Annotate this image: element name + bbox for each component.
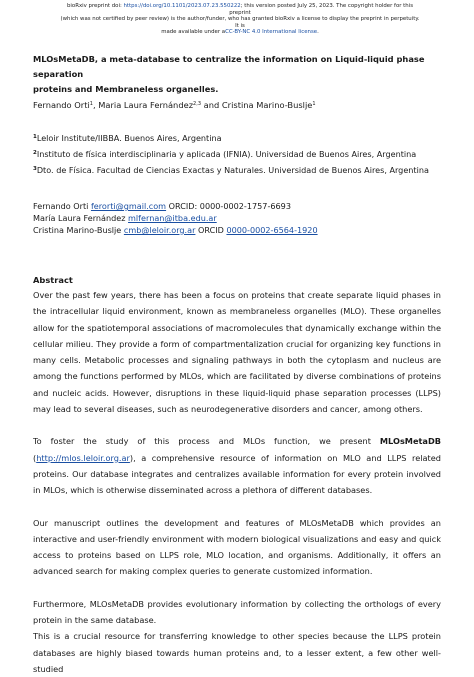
contact-list bbox=[33, 200, 441, 236]
abstract-paragraph-5: This is a crucial resource for transferring knowledge to other species because the LLPS protein databases are highly biased towards human proteins and, to a lesser extent, a few other well-studied bbox=[33, 631, 441, 674]
abstract-paragraph-1: Over the past few years, there has been a focus on proteins that create separate liquid phases in the intracellular liquid environment, known as membraneless organelles (MLO). These organelles allow for the spatiotemporal associations of macromolecules that dynamically exchange within the cellular milieu. They provide a form of compartmentalization crucial for organizing key functions in many cells. Metabolic processes and signaling pathways in both the cytoplasm and nucleus are among the functions performed by MLOs, which are facilitated by diverse combinations of proteins and nucleic acids. However, disruptions in these liquid-liquid phase separation processes (LLPS) may lead to several diseases, such as neurodegenerative disorders and cancer, among others. bbox=[33, 290, 441, 415]
affiliations bbox=[33, 130, 441, 178]
notice-line-1: bioRxiv preprint doi: https://doi.org/10.1101/2023.07.23.550222; this version posted July 25, 2023. The copyright holder for this preprint bbox=[66, 3, 414, 16]
affiliation-1: $^1$Leloir Institute/IIBBA. Buenos Aires, Argentina bbox=[33, 133, 222, 143]
abstract-paragraph-2: To foster the study of this process and MLOs function, we present MLOsMetaDB (http://mlos.leloir.org.ar), a comprehensive resource of information on MLO and LLPS related proteins. Our database integrates and centralizes available information for every protein involved in MLOs, which is otherwise disseminated across a plethora of different databases. bbox=[33, 436, 441, 496]
paper-title: MLOsMetaDB, a meta-database to centralize the information on Liquid-liquid phase separation proteins and Membraneless organelles. bbox=[33, 54, 425, 94]
database-name: MLOsMetaDB bbox=[379, 436, 441, 447]
author-name: Cristina Marino-Buslje bbox=[221, 100, 313, 110]
contact-line: María Laura Fernández mlfernan@itba.edu.ar bbox=[33, 213, 217, 223]
license-link[interactable]: CC-BY-NC 4.0 International license bbox=[225, 29, 318, 36]
affiliation-2: $^2$Instituto de física interdisciplinaria y aplicada (IFNIA). Universidad de Buenos Aires, Argentina bbox=[33, 149, 417, 159]
email-link[interactable]: ferorti@gmail.com bbox=[90, 201, 167, 211]
doi-link[interactable]: https://doi.org/10.1101/2023.07.23.550222 bbox=[123, 3, 241, 9]
affiliation-3: $^3$Dto. de Física. Facultad de Ciencias Exactas y Naturales. Universidad de Buenos Aires, Argentina bbox=[33, 165, 429, 175]
database-url-link[interactable]: http://mlos.leloir.org.ar bbox=[36, 452, 130, 463]
orcid-link[interactable]: 0000-0002-6564-1920 bbox=[226, 225, 318, 235]
abstract-paragraph-3: Our manuscript outlines the development and features of MLOsMetaDB which provides an interactive and user-friendly environment with modern biological visualizations and easy and quick access to proteins based on LLPS role, MLO location, and organisms. Additionally, it offers an advanced search for making complex queries to generate customized information. bbox=[33, 517, 441, 577]
notice-line-2: (which was not certified by peer review) is the author/funder, who has granted bioRxiv a license to display the preprint in perpetuity. It is bbox=[60, 16, 420, 29]
author-name: Maria Laura Fernández bbox=[98, 100, 194, 110]
email-link[interactable]: cmb@leloir.org.ar bbox=[123, 225, 196, 235]
abstract-heading: Abstract bbox=[33, 275, 73, 285]
email-link[interactable]: mlfernan@itba.edu.ar bbox=[128, 213, 217, 223]
author-list: Fernando Orti$^1$, Maria Laura Fernández$^{2,3}$ and Cristina Marino-Buslje$^1$ bbox=[33, 100, 316, 110]
contact-line: Fernando Orti ferorti@gmail.com ORCID: 0000-0002-1757-6693 bbox=[33, 201, 291, 211]
contact-line: Cristina Marino-Buslje cmb@leloir.org.ar ORCID 0000-0002-6564-1920 bbox=[33, 225, 318, 235]
paper-page bbox=[33, 52, 441, 677]
author-name: Fernando Orti bbox=[33, 100, 90, 110]
notice-line-3: made available under aCC-BY-NC 4.0 International license. bbox=[161, 29, 319, 36]
preprint-notice bbox=[60, 3, 420, 36]
abstract-paragraph-4: Furthermore, MLOsMetaDB provides evolutionary information by collecting the orthologs of every protein in the same database. bbox=[33, 598, 441, 626]
